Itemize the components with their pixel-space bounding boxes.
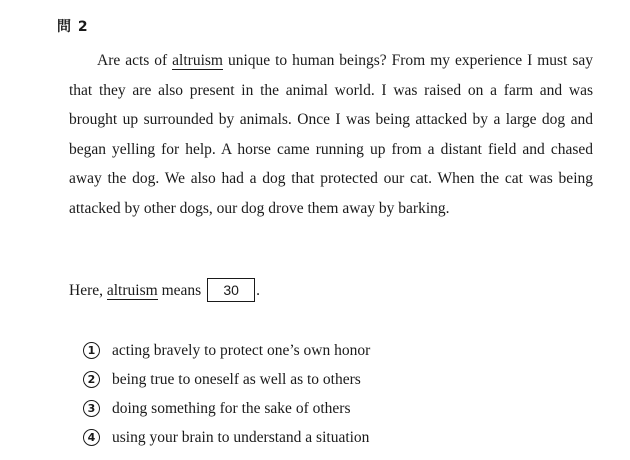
stem-underlined-term: altruism: [106, 282, 158, 299]
stem-middle: means: [157, 282, 202, 299]
option-text: acting bravely to protect one’s own honor: [112, 341, 371, 359]
passage-text-rest: unique to human beings? From my experience I must say that they are also present in the animal world. I was raised on a farm and was brought up surrounded by animals. Once I was being attacked by a large dog and began yelling for help. A horse came running up from a distant field and chased away the dog. We also had a dog that protected our cat. When the cat was being attacked by other dogs, our dog drove them away by barking.: [69, 52, 593, 217]
question-label: 問 2: [57, 19, 89, 35]
circled-number-icon: 1: [83, 342, 100, 359]
option-text: being true to oneself as well as to others: [112, 370, 361, 388]
underlined-term: altruism: [172, 52, 223, 69]
option-text: doing something for the sake of others: [112, 399, 351, 417]
circled-number-icon: 4: [83, 429, 100, 446]
question-stem: [69, 278, 260, 304]
passage: [69, 46, 593, 224]
answer-option-3[interactable]: [83, 394, 370, 423]
passage-text-start: Are acts of: [97, 52, 173, 69]
answer-blank: 30: [207, 278, 255, 302]
circled-number-icon: 2: [83, 371, 100, 388]
stem-suffix: .: [256, 282, 261, 299]
answer-option-4[interactable]: [83, 423, 370, 452]
option-text: using your brain to understand a situation: [112, 428, 370, 446]
answer-options: [83, 336, 370, 452]
answer-option-1[interactable]: [83, 336, 370, 365]
answer-option-2[interactable]: [83, 365, 370, 394]
circled-number-icon: 3: [83, 400, 100, 417]
stem-prefix: Here,: [69, 282, 107, 299]
